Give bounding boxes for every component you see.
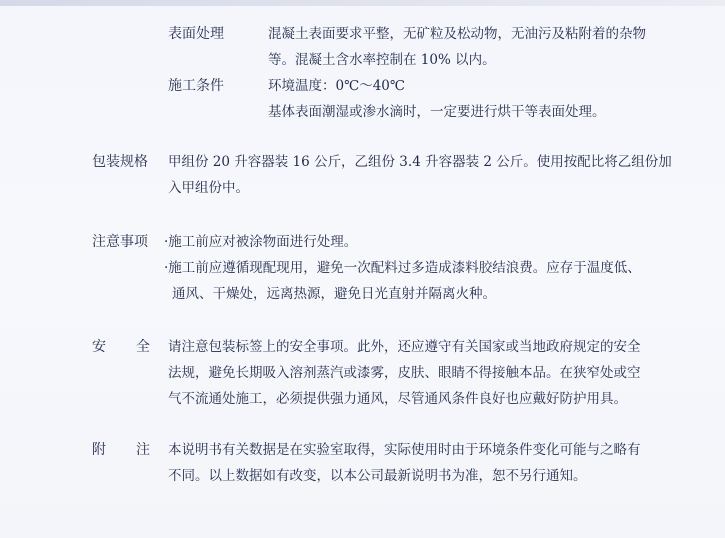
packaging-line-2: 入甲组份中。 <box>168 180 249 196</box>
appendix-line-1: 本说明书有关数据是在实验室取得，实际使用时由于环境条件变化可能与之略有 <box>168 442 641 458</box>
surface-line-2: 等。混凝土含水率控制在 10% 以内。 <box>268 52 496 68</box>
safety-line-3: 气不流通处施工，必须提供强力通风，尽管通风条件良好也应戴好防护用具。 <box>168 391 627 407</box>
safety-line-1: 请注意包装标签上的安全事项。此外，还应遵守有关国家或当地政府规定的安全 <box>168 339 641 355</box>
safety-text <box>168 334 718 412</box>
precautions-line-2: ·施工前应遵循现配现用，避免一次配料过多造成漆料胶结浪费。应存于温度低、 <box>164 260 641 276</box>
appendix-text <box>168 437 718 489</box>
safety-label-char-2: 全 <box>136 339 150 355</box>
packaging-line-1: 甲组份 20 升容器装 16 公斤，乙组份 3.4 升容器装 2 公斤。使用按配比将乙组份加 <box>168 154 672 170</box>
appendix-line-2: 不同。以上数据如有改变，以本公司最新说明书为准，恕不另行通知。 <box>168 468 587 484</box>
appendix-label <box>92 438 150 462</box>
precautions-line-1: ·施工前应对被涂物面进行处理。 <box>164 234 358 250</box>
safety-label <box>92 335 150 359</box>
construction-conditions-text <box>268 73 718 125</box>
safety-line-2: 法规，避免长期吸入溶剂蒸汽或漆雾，皮肤、眼睛不得接触本品。在狭窄处或空 <box>168 365 641 381</box>
packaging-label: 包装规格 <box>92 154 148 170</box>
conditions-line-2: 基体表面潮湿或渗水滴时，一定要进行烘干等表面处理。 <box>268 104 606 120</box>
packaging-text <box>168 149 718 201</box>
surface-treatment-label: 表面处理 <box>168 26 224 42</box>
appendix-label-char-2: 注 <box>136 442 150 458</box>
surface-line-1: 混凝土表面要求平整，无矿粒及松动物，无油污及粘附着的杂物 <box>268 26 646 42</box>
conditions-line-1: 环境温度：0℃～40℃ <box>268 78 405 94</box>
top-scan-edge <box>0 0 725 6</box>
construction-conditions-label: 施工条件 <box>168 78 224 94</box>
surface-treatment-text <box>268 21 718 73</box>
precautions-line-3: 通风、干燥处，远离热源，避免日光直射并隔离火种。 <box>172 286 496 302</box>
precautions-label: 注意事项 <box>92 234 148 250</box>
appendix-label-char-1: 附 <box>92 442 106 458</box>
safety-label-char-1: 安 <box>92 339 106 355</box>
precautions-text <box>164 229 719 307</box>
